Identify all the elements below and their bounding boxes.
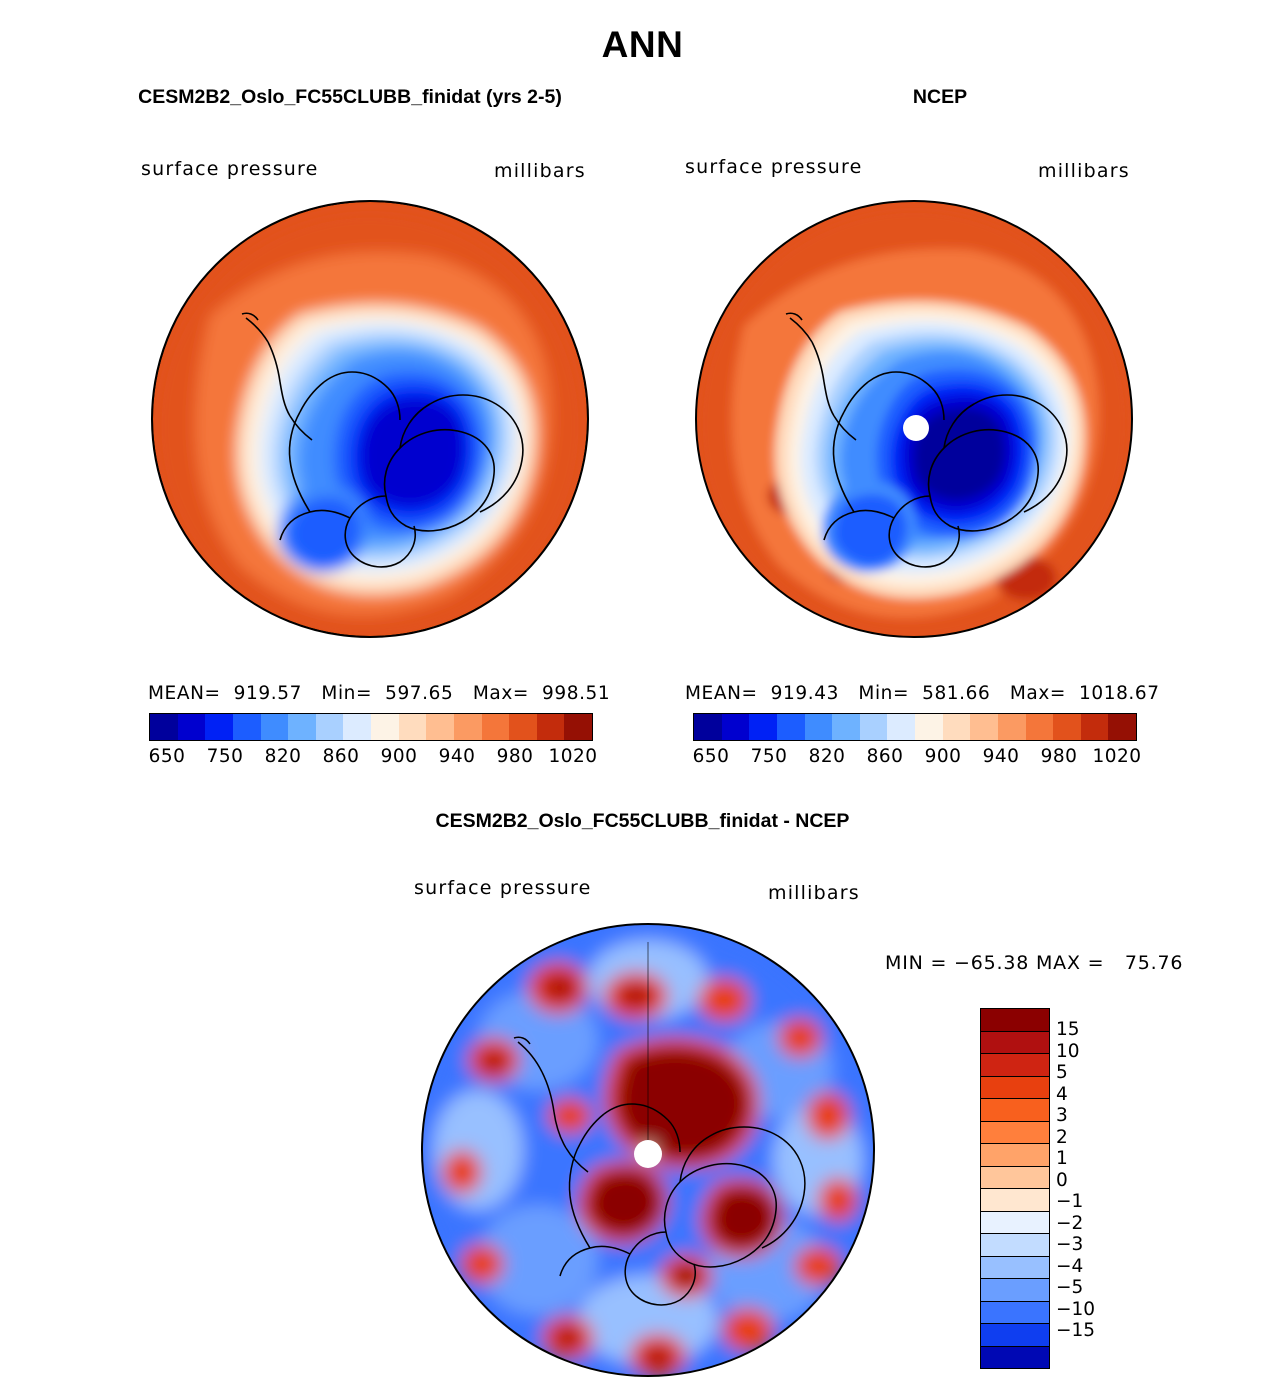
colorbar-tick-label: 1020 (1092, 746, 1142, 767)
diff-colorbar-tick-label: 4 (1056, 1083, 1068, 1105)
diff-colorbar-swatch (981, 1054, 1049, 1077)
diff-colorbar-swatch (981, 1189, 1049, 1212)
colorbar-swatch (777, 714, 805, 740)
colorbar-labels-obs (682, 746, 1146, 767)
colorbar-swatch (482, 714, 510, 740)
colorbar-swatch (316, 714, 344, 740)
diff-colorbar-tick-label: −1 (1056, 1190, 1084, 1212)
colorbar-swatch (805, 714, 833, 740)
field-label-model: surface pressure (141, 158, 319, 180)
diff-colorbar-tick-label: 2 (1056, 1126, 1068, 1148)
diff-colorbar-swatch (981, 1324, 1049, 1347)
polar-map-diff-svg (418, 920, 878, 1380)
diff-colorbar-tick-label: 1 (1056, 1147, 1068, 1169)
colorbar-tick-label: 980 (1040, 746, 1078, 767)
colorbar-tick-label: 750 (206, 746, 244, 767)
colorbar-swatch (943, 714, 971, 740)
colorbar-swatch (1026, 714, 1054, 740)
diff-colorbar-swatch (981, 1167, 1049, 1190)
diff-colorbar-tick-label: 0 (1056, 1169, 1068, 1191)
colorbar-swatch (832, 714, 860, 740)
colorbar-tick-label: 860 (322, 746, 360, 767)
diff-colorbar-swatch (981, 1234, 1049, 1257)
colorbar-swatch (722, 714, 750, 740)
colorbar-tick-label: 940 (982, 746, 1020, 767)
colorbar-diff (980, 1008, 1050, 1369)
diff-colorbar-swatch (981, 1279, 1049, 1302)
diff-colorbar-tick-label: 5 (1056, 1061, 1068, 1083)
diff-colorbar-tick-label: 3 (1056, 1104, 1068, 1126)
colorbar-swatch (564, 714, 592, 740)
colorbar-model (149, 713, 593, 741)
panel-title-diff: CESM2B2_Oslo_FC55CLUBB_finidat - NCEP (435, 810, 850, 832)
page-title: ANN (601, 24, 684, 65)
colorbar-swatch (150, 714, 178, 740)
colorbar-swatch (537, 714, 565, 740)
diff-colorbar-swatch (981, 1257, 1049, 1280)
panel-title-obs: NCEP (912, 86, 968, 108)
diff-colorbar-swatch (981, 1347, 1049, 1369)
colorbar-swatch (1053, 714, 1081, 740)
colorbar-swatch (399, 714, 427, 740)
colorbar-swatch (233, 714, 261, 740)
polar-map-obs (694, 196, 1134, 642)
colorbar-swatch (371, 714, 399, 740)
colorbar-tick-label: 940 (438, 746, 476, 767)
colorbar-swatch (261, 714, 289, 740)
colorbar-swatch (205, 714, 233, 740)
diff-colorbar-swatch (981, 1212, 1049, 1235)
colorbar-swatch (970, 714, 998, 740)
colorbar-swatch (288, 714, 316, 740)
colorbar-swatch (694, 714, 722, 740)
colorbar-tick-label: 980 (496, 746, 534, 767)
diff-colorbar-swatch (981, 1077, 1049, 1100)
colorbar-swatch (509, 714, 537, 740)
diff-colorbar-swatch (981, 1099, 1049, 1122)
colorbar-swatch (749, 714, 777, 740)
colorbar-tick-label: 820 (808, 746, 846, 767)
diff-colorbar-tick-label: −10 (1056, 1298, 1096, 1320)
diff-colorbar-tick-label: −4 (1056, 1255, 1084, 1277)
diff-colorbar-swatch (981, 1302, 1049, 1325)
field-label-diff: surface pressure (414, 877, 592, 899)
minmax-diff: MIN = −65.38 MAX = 75.76 (885, 952, 1184, 974)
units-label-model: millibars (494, 160, 586, 182)
colorbar-swatch (1108, 714, 1136, 740)
colorbar-tick-label: 750 (750, 746, 788, 767)
colorbar-tick-label: 900 (380, 746, 418, 767)
diff-colorbar-swatch (981, 1144, 1049, 1167)
colorbar-labels-diff (1056, 1008, 1096, 1341)
colorbar-swatch (887, 714, 915, 740)
diff-colorbar-tick-label: −5 (1056, 1276, 1084, 1298)
colorbar-swatch (860, 714, 888, 740)
colorbar-swatch (998, 714, 1026, 740)
polar-map-model-svg (150, 196, 590, 642)
diff-colorbar-swatch (981, 1009, 1049, 1032)
field-label-obs: surface pressure (685, 156, 863, 178)
colorbar-tick-label: 820 (264, 746, 302, 767)
colorbar-obs (693, 713, 1137, 741)
polar-map-model (150, 196, 590, 642)
colorbar-tick-label: 860 (866, 746, 904, 767)
colorbar-tick-label: 650 (692, 746, 730, 767)
colorbar-tick-label: 900 (924, 746, 962, 767)
units-label-obs: millibars (1038, 160, 1130, 182)
diff-colorbar-tick-label: 15 (1056, 1018, 1080, 1040)
diff-colorbar-swatch (981, 1122, 1049, 1145)
colorbar-swatch (915, 714, 943, 740)
stats-model: MEAN= 919.57 Min= 597.65 Max= 998.51 (148, 683, 611, 704)
colorbar-tick-label: 650 (148, 746, 186, 767)
polar-map-diff (418, 920, 878, 1380)
colorbar-swatch (426, 714, 454, 740)
diff-colorbar-tick-label: −3 (1056, 1233, 1084, 1255)
stats-obs: MEAN= 919.43 Min= 581.66 Max= 1018.67 (685, 683, 1160, 704)
diff-colorbar-tick-label: −2 (1056, 1212, 1084, 1234)
units-label-diff: millibars (768, 882, 860, 904)
diff-colorbar-tick-label: 10 (1056, 1040, 1080, 1062)
diff-colorbar-swatch (981, 1032, 1049, 1055)
colorbar-swatch (1081, 714, 1109, 740)
polar-map-obs-svg (694, 196, 1134, 642)
diff-colorbar-tick-label: −15 (1056, 1319, 1096, 1341)
panel-title-model: CESM2B2_Oslo_FC55CLUBB_finidat (yrs 2-5) (138, 86, 562, 108)
colorbar-labels-model (138, 746, 602, 767)
colorbar-swatch (178, 714, 206, 740)
colorbar-tick-label: 1020 (548, 746, 598, 767)
colorbar-swatch (454, 714, 482, 740)
colorbar-swatch (343, 714, 371, 740)
